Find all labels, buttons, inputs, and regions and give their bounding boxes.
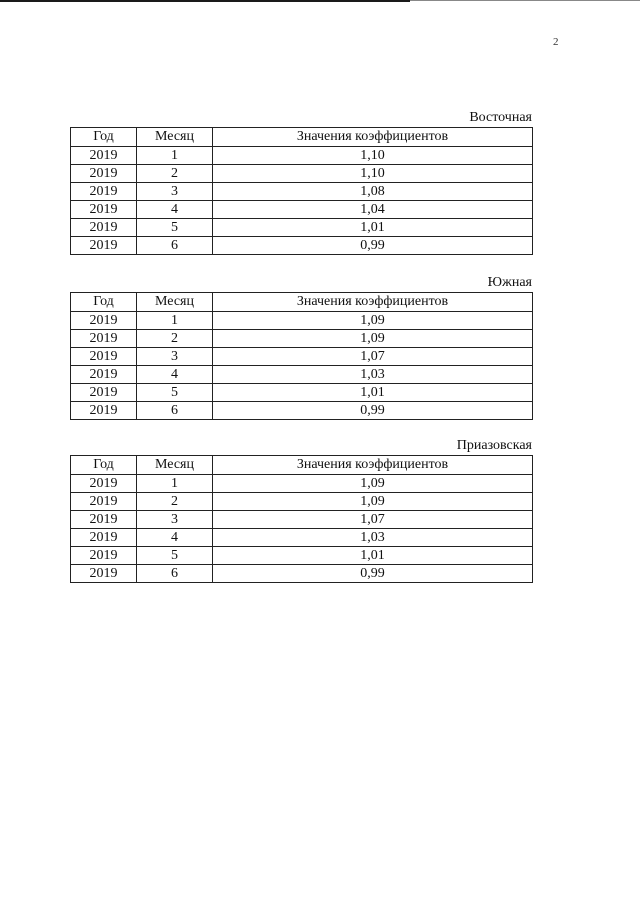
- cell-year: 2019: [71, 201, 137, 219]
- header-year: Год: [71, 456, 137, 475]
- table-row: [71, 348, 533, 366]
- cell-value: 1,09: [213, 475, 533, 493]
- table-row: [71, 201, 533, 219]
- cell-value: 1,03: [213, 529, 533, 547]
- coefficients-table: [70, 127, 533, 255]
- cell-month: 1: [137, 147, 213, 165]
- cell-month: 2: [137, 165, 213, 183]
- cell-month: 5: [137, 384, 213, 402]
- cell-value: 1,10: [213, 165, 533, 183]
- table-header-row: [71, 456, 533, 475]
- cell-value: 1,01: [213, 384, 533, 402]
- table-row: [71, 312, 533, 330]
- header-value: Значения коэффициентов: [213, 293, 533, 312]
- cell-year: 2019: [71, 402, 137, 420]
- table-row: [71, 165, 533, 183]
- cell-value: 1,08: [213, 183, 533, 201]
- cell-month: 2: [137, 493, 213, 511]
- table-row: [71, 384, 533, 402]
- cell-value: 1,09: [213, 330, 533, 348]
- cell-month: 4: [137, 366, 213, 384]
- cell-year: 2019: [71, 493, 137, 511]
- header-year: Год: [71, 128, 137, 147]
- header-value: Значения коэффициентов: [213, 456, 533, 475]
- coefficients-table: [70, 292, 533, 420]
- table-row: [71, 219, 533, 237]
- cell-value: 1,01: [213, 547, 533, 565]
- cell-year: 2019: [71, 547, 137, 565]
- table-row: [71, 330, 533, 348]
- cell-month: 3: [137, 511, 213, 529]
- cell-year: 2019: [71, 165, 137, 183]
- cell-value: 1,09: [213, 493, 533, 511]
- cell-month: 4: [137, 529, 213, 547]
- cell-year: 2019: [71, 366, 137, 384]
- cell-year: 2019: [71, 183, 137, 201]
- cell-month: 5: [137, 219, 213, 237]
- cell-value: 1,07: [213, 511, 533, 529]
- cell-value: 1,01: [213, 219, 533, 237]
- table-row: [71, 511, 533, 529]
- table-header-row: [71, 128, 533, 147]
- cell-value: 0,99: [213, 402, 533, 420]
- table-row: [71, 366, 533, 384]
- coefficients-table: [70, 455, 533, 583]
- table-header-row: [71, 293, 533, 312]
- table-row: [71, 402, 533, 420]
- cell-month: 1: [137, 475, 213, 493]
- cell-year: 2019: [71, 384, 137, 402]
- region-block-vostochnaya: [70, 110, 532, 255]
- cell-value: 0,99: [213, 237, 533, 255]
- region-title: Приазовская: [456, 438, 532, 453]
- cell-year: 2019: [71, 565, 137, 583]
- region-title: Южная: [487, 275, 532, 290]
- table-row: [71, 475, 533, 493]
- cell-year: 2019: [71, 237, 137, 255]
- cell-year: 2019: [71, 330, 137, 348]
- table-row: [71, 147, 533, 165]
- cell-year: 2019: [71, 219, 137, 237]
- scan-edge-top-right: [410, 0, 640, 1]
- header-value: Значения коэффициентов: [213, 128, 533, 147]
- table-row: [71, 237, 533, 255]
- table-row: [71, 493, 533, 511]
- cell-value: 1,03: [213, 366, 533, 384]
- cell-value: 1,09: [213, 312, 533, 330]
- page-number: 2: [553, 36, 559, 48]
- cell-month: 4: [137, 201, 213, 219]
- cell-month: 6: [137, 237, 213, 255]
- cell-year: 2019: [71, 147, 137, 165]
- table-row: [71, 183, 533, 201]
- region-title: Восточная: [469, 110, 532, 125]
- cell-month: 5: [137, 547, 213, 565]
- cell-month: 3: [137, 348, 213, 366]
- header-month: Месяц: [137, 456, 213, 475]
- cell-year: 2019: [71, 529, 137, 547]
- table-row: [71, 529, 533, 547]
- cell-month: 2: [137, 330, 213, 348]
- cell-year: 2019: [71, 348, 137, 366]
- scan-edge-top: [0, 0, 410, 2]
- cell-value: 1,07: [213, 348, 533, 366]
- cell-year: 2019: [71, 312, 137, 330]
- header-year: Год: [71, 293, 137, 312]
- cell-month: 3: [137, 183, 213, 201]
- cell-month: 6: [137, 565, 213, 583]
- cell-month: 6: [137, 402, 213, 420]
- region-block-priazovskaya: [70, 438, 532, 583]
- cell-month: 1: [137, 312, 213, 330]
- header-month: Месяц: [137, 128, 213, 147]
- cell-value: 1,04: [213, 201, 533, 219]
- cell-year: 2019: [71, 511, 137, 529]
- cell-value: 0,99: [213, 565, 533, 583]
- region-block-yuzhnaya: [70, 275, 532, 420]
- header-month: Месяц: [137, 293, 213, 312]
- table-row: [71, 547, 533, 565]
- table-row: [71, 565, 533, 583]
- cell-year: 2019: [71, 475, 137, 493]
- cell-value: 1,10: [213, 147, 533, 165]
